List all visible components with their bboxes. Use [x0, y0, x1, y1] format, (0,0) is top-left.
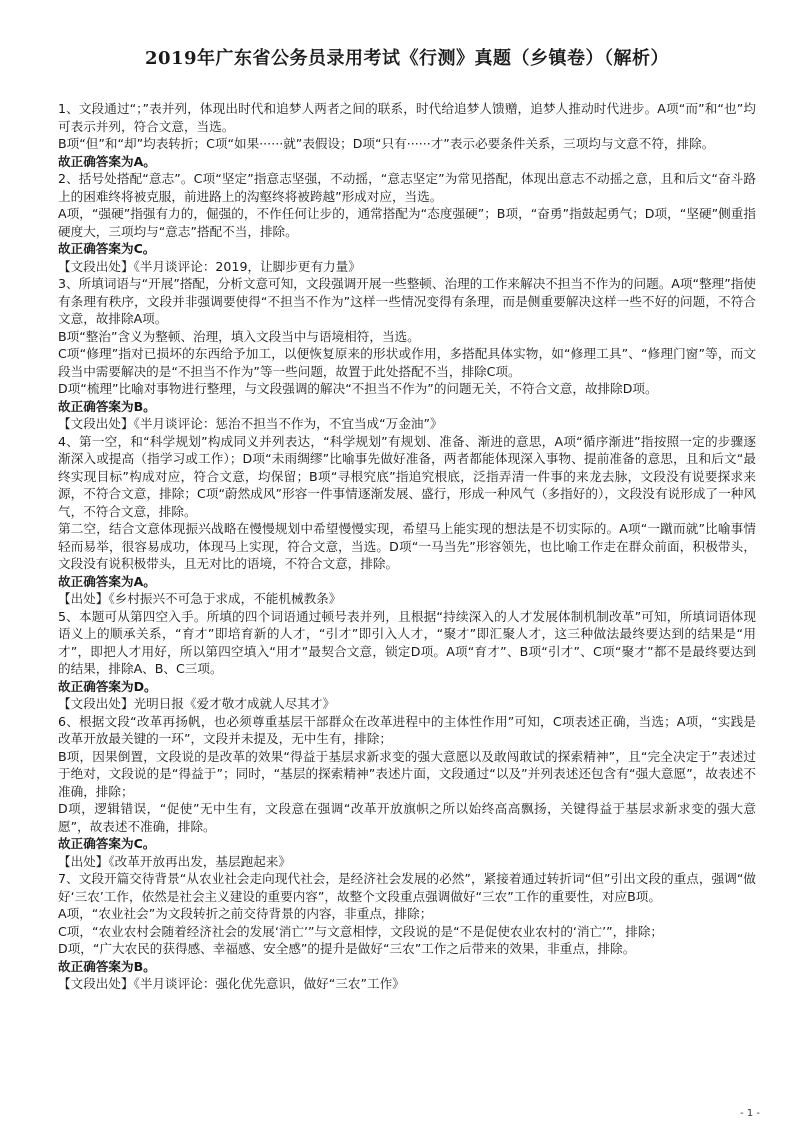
paragraph: A项，“强硬”指强有力的，倔强的，不作任何让步的，通常搭配为“态度强硬”；B项，“奋勇”指鼓起勇气；D项，“坚硬”侧重指硬度大，三项均与“意志”搭配不当，排除。	[58, 206, 756, 239]
paragraph: B项“但”和“却”均表转折；C项“如果······就”表假设；D项“只有······才”表示必要条件关系，三项均与文意不符，排除。	[58, 136, 715, 151]
paragraph: 第二空，结合文意体现振兴战略在慢慢规划中希望慢慢实现，希望马上能实现的想法是不切实际的。A项“一蹴而就”比喻事情轻而易举，很容易成功，体现马上实现，符合文意，当选。D项“一马当先”形容领先，也比喻工作走在群众前面，积极带头，文段没有说积极带头，且无对比的语境，不符合文意，排除。	[58, 521, 756, 571]
document-body	[58, 100, 756, 993]
paragraph: 2、括号处搭配“意志”。C项“坚定”指意志坚强，不动摇，“意志坚定”为常见搭配，体现出意志不动摇之意，且和后文“奋斗路上的困难终将被克服，前进路上的沟壑终将被跨越”形成对应，当选。	[58, 171, 756, 204]
answer-line: 故正确答案为C。	[58, 241, 156, 256]
answer-line: 故正确答案为C。	[58, 836, 156, 851]
page-number: - 1 -	[740, 1108, 760, 1119]
paragraph: C项“修理”指对已损坏的东西给予加工，以便恢复原来的形状或作用，多搭配具体实物，如“修理工具”、“修理门窗”等，而文段当中需要解决的是“不担当不作为”等一些问题，故置于此处搭配不当，排除C项。	[58, 346, 756, 379]
answer-line: 故正确答案为B。	[58, 958, 156, 974]
answer-line: 故正确答案为A。	[58, 153, 156, 169]
paragraph: D项“梳理”比喻对事物进行整理，与文段强调的解决“不担当不作为”的问题无关，不符合文意，故排除D项。	[58, 381, 658, 396]
paragraph: 5、本题可从第四空入手。所填的四个词语通过顿号表并列，且根据“持续深入的人才发展体制机制改革”可知，所填词语体现语义上的顺承关系，“育才”即培育新的人才，“引才”即引入人才，“聚才”即汇聚人才，这三种做法最终要达到的结果是“用才”，即把人才用好，所以第四空填入“用才”最契合文意，锁定D项。A项“育才”、B项“引才”、C项“聚才”都不是最终要达到的结果，排除A、B、C三项。	[58, 608, 756, 676]
answer-line: 故正确答案为D。	[58, 678, 157, 694]
document-title: 2019年广东省公务员录用考试《行测》真题（乡镇卷）（解析）	[144, 48, 670, 69]
paragraph: B项，因果倒置，文段说的是改革的效果“得益于基层求新求变的强大意愿以及敢闯敢试的探索精神”，且“完全决定于”表述过于绝对，文段说的是“得益于”；同时，“基层的探索精神”表述片面，文段通过“以及”并列表述还包含有“强大意愿”，故表述不准确，排除；	[58, 748, 756, 799]
source-citation: 【文段出处】《半月谈评论：强化优先意识，做好“三农”工作》	[58, 976, 405, 991]
paragraph: B项“整治”含义为整顿、治理，填入文段当中与语境相符，当选。	[58, 328, 420, 344]
answer-line: 故正确答案为B。	[58, 398, 156, 414]
paragraph: C项，“农业农村会随着经济社会的发展‘消亡’”与文意相悖，文段说的是“不是促使农业农村的‘消亡’”，排除；	[58, 923, 664, 939]
paragraph: 6、根据文段“改革再扬帆，也必须尊重基层干部群众在改革进程中的主体性作用”可知，C项表述正确，当选；A项，“实践是改革开放最关键的一环”，文段并未提及，无中生有，排除；	[58, 713, 756, 746]
paragraph: 3、所填词语与“开展”搭配，分析文意可知，文段强调开展一些整顿、治理的工作来解决不担当不作为的问题。A项“整理”指使有条理有秩序，文段并非强调要使得“不担当不作为”这样一些情况变得有条理，而是侧重要解决这样一些不好的问题，不符合文意，故排除A项。	[58, 276, 756, 326]
paragraph: 4、第一空，和“科学规划”构成同义并列表达，“科学规划”有规划、准备、渐进的意思，A项“循序渐进”指按照一定的步骤逐渐深入或提高（指学习或工作）；D项“未雨绸缪”比喻事先做好准备，两者都能体现深入事物、提前准备的意思，且和后文“最终实现目标”构成对应，符合文意，均保留；B项“寻根究底”指追究根底，泛指弄清一件事的来龙去脉，文段没有说要探求来源，不符合文意，排除；C项“蔚然成风”形容一件事情逐渐发展、盛行，形成一种风气（多指好的），文段没有说形成了一种风气，不符合文意，排除。	[58, 433, 756, 519]
source-citation: 【文段出处】《半月谈评论：惩治不担当不作为，不宜当成“万金油”》	[58, 416, 443, 431]
paragraph: 7、文段开篇交待背景“从农业社会走向现代社会，是经济社会发展的必然”，紧接着通过转折词“但”引出文段的重点，强调“做好‘三农’工作，依然是社会主义建设的重要内容”，故整个文段重点强调做好“三农”工作的重要性，对应B项。	[58, 871, 756, 904]
answer-line: 故正确答案为A。	[58, 573, 156, 589]
source-citation: 【出处】《乡村振兴不可急于求成，不能机械教条》	[58, 591, 342, 606]
paragraph: A项，“农业社会”为文段转折之前交待背景的内容，非重点，排除；	[58, 906, 433, 921]
source-citation: 【出处】《改革开放再出发，基层跑起来》	[58, 853, 291, 869]
paragraph: 1、文段通过“；”表并列，体现出时代和追梦人两者之间的联系，时代给追梦人馈赠，追梦人推动时代进步。A项“而”和“也”均可表示并列，符合文意，当选。	[58, 101, 756, 134]
source-citation: 【文段出处】光明日报《爱才敬才成就人尽其才》	[58, 696, 336, 711]
paragraph: D项，逻辑错误，“促使”无中生有，文段意在强调“改革开放旗帜之所以始终高高飘扬，关键得益于基层求新求变的强大意愿”，故表述不准确，排除。	[58, 801, 756, 834]
paragraph: D项，“广大农民的获得感、幸福感、安全感”的提升是做好“三农”工作之后带来的效果，非重点，排除。	[58, 941, 636, 956]
source-citation: 【文段出处】《半月谈评论：2019，让脚步更有力量》	[58, 258, 361, 274]
